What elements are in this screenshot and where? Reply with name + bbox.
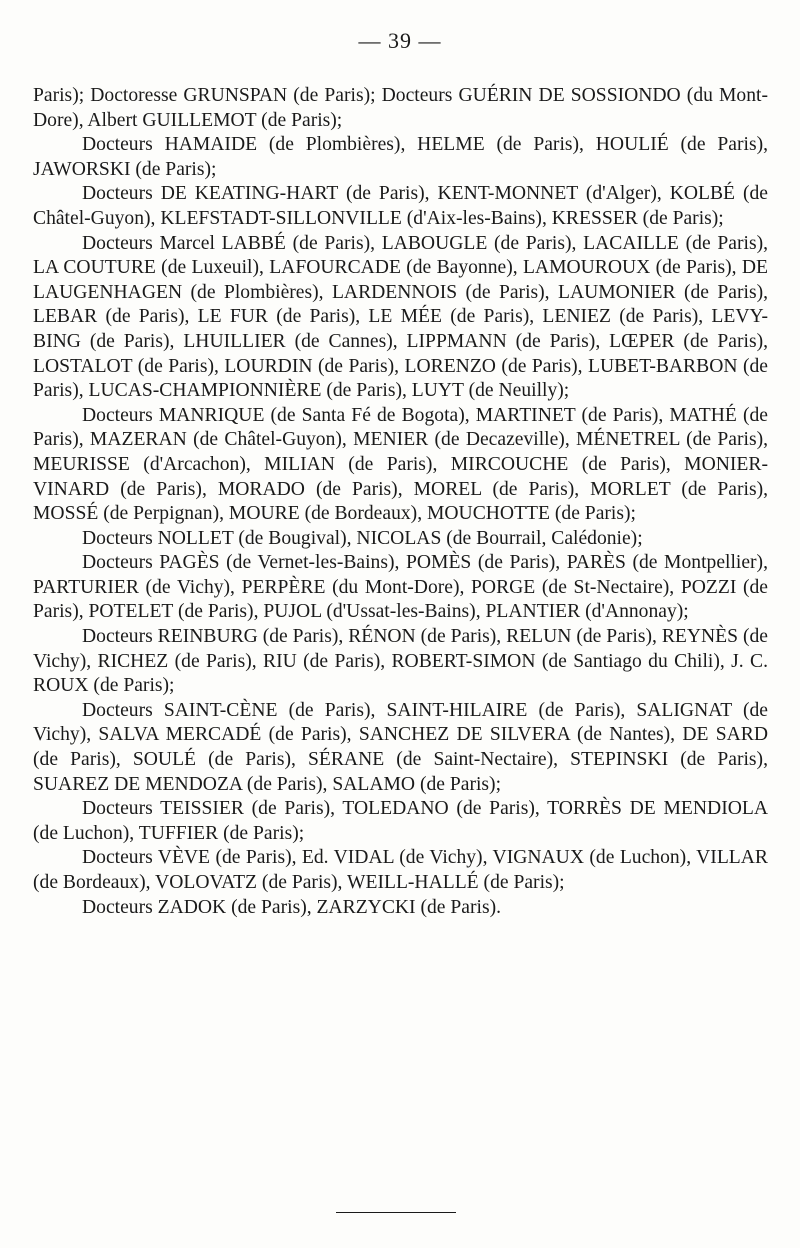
paragraph: Docteurs REINBURG (de Paris), RÉNON (de Paris), RELUN (de Paris), REYNÈS (de Vichy), RICHEZ (de Paris), RIU (de Paris), ROBERT-SIMON (de Santiago du Chili), J. C. ROUX (de Paris); <box>33 626 768 697</box>
paragraph: Docteurs ZADOK (de Paris), ZARZYCKI (de Paris). <box>82 896 501 918</box>
paragraph: Docteurs MANRIQUE (de Santa Fé de Bogota), MARTINET (de Paris), MATHÉ (de Paris), MAZERAN (de Châtel-Guyon), MENIER (de Decazeville), MÉNETREL (de Paris), MEURISSE (d'Arcachon), MILIAN (de Paris), MIRCOUCHE (de Paris), MONIER-VINARD (de Paris), MORADO (de Paris), MOREL (de Paris), MORLET (de Paris), MOSSÉ (de Perpignan), MOURE (de Bordeaux), MOUCHOTTE (de Paris); <box>33 404 768 525</box>
paragraph: Docteurs DE KEATING-HART (de Paris), KENT-MONNET (d'Alger), KOLBÉ (de Châtel-Guyon), KLEFSTADT-SILLONVILLE (d'Aix-les-Bains), KRESSER (de Paris); <box>33 183 768 229</box>
bottom-divider <box>336 1212 456 1213</box>
paragraph: Docteurs TEISSIER (de Paris), TOLEDANO (de Paris), TORRÈS DE MENDIOLA (de Luchon), TUFFIER (de Paris); <box>33 798 768 844</box>
paragraph: Docteurs PAGÈS (de Vernet-les-Bains), POMÈS (de Paris), PARÈS (de Montpellier), PARTURIER (de Vichy), PERPÈRE (du Mont-Dore), PORGE (de St-Nectaire), POZZI (de Paris), POTELET (de Paris), PUJOL (d'Ussat-les-Bains), PLANTIER (d'Annonay); <box>33 552 768 623</box>
page-number: — 39 — <box>358 28 442 53</box>
paragraph: Docteurs Marcel LABBÉ (de Paris), LABOUGLE (de Paris), LACAILLE (de Paris), LA COUTURE (de Luxeuil), LAFOURCADE (de Bayonne), LAMOUROUX (de Paris), DE LAUGENHAGEN (de Plombières), LARDENNOIS (de Paris), LAUMONIER (de Paris), LEBAR (de Paris), LE FUR (de Paris), LE MÉE (de Paris), LENIEZ (de Paris), LEVY-BING (de Paris), LHUILLIER (de Cannes), LIPPMANN (de Paris), LŒPER (de Paris), LOSTALOT (de Paris), LOURDIN (de Paris), LORENZO (de Paris), LUBET-BARBON (de Paris), LUCAS-CHAMPIONNIÈRE (de Paris), LUYT (de Neuilly); <box>33 232 768 402</box>
paragraph: Docteurs NOLLET (de Bougival), NICOLAS (de Bourrail, Calédonie); <box>82 527 643 549</box>
body-text <box>33 84 768 920</box>
paragraph: Docteurs VÈVE (de Paris), Ed. VIDAL (de Vichy), VIGNAUX (de Luchon), VILLAR (de Bordeaux), VOLOVATZ (de Paris), WEILL-HALLÉ (de Paris); <box>33 847 768 893</box>
paragraph: Paris); Doctoresse GRUNSPAN (de Paris); Docteurs GUÉRIN DE SOSSIONDO (du Mont-Dore), Albert GUILLEMOT (de Paris); <box>33 85 768 131</box>
paragraph: Docteurs HAMAIDE (de Plombières), HELME (de Paris), HOULIÉ (de Paris), JAWORSKI (de Paris); <box>33 134 768 180</box>
paragraph: Docteurs SAINT-CÈNE (de Paris), SAINT-HILAIRE (de Paris), SALIGNAT (de Vichy), SALVA MERCADÉ (de Paris), SANCHEZ DE SILVERA (de Nantes), DE SARD (de Paris), SOULÉ (de Paris), SÉRANE (de Saint-Nectaire), STEPINSKI (de Paris), SUAREZ DE MENDOZA (de Paris), SALAMO (de Paris); <box>33 699 768 795</box>
